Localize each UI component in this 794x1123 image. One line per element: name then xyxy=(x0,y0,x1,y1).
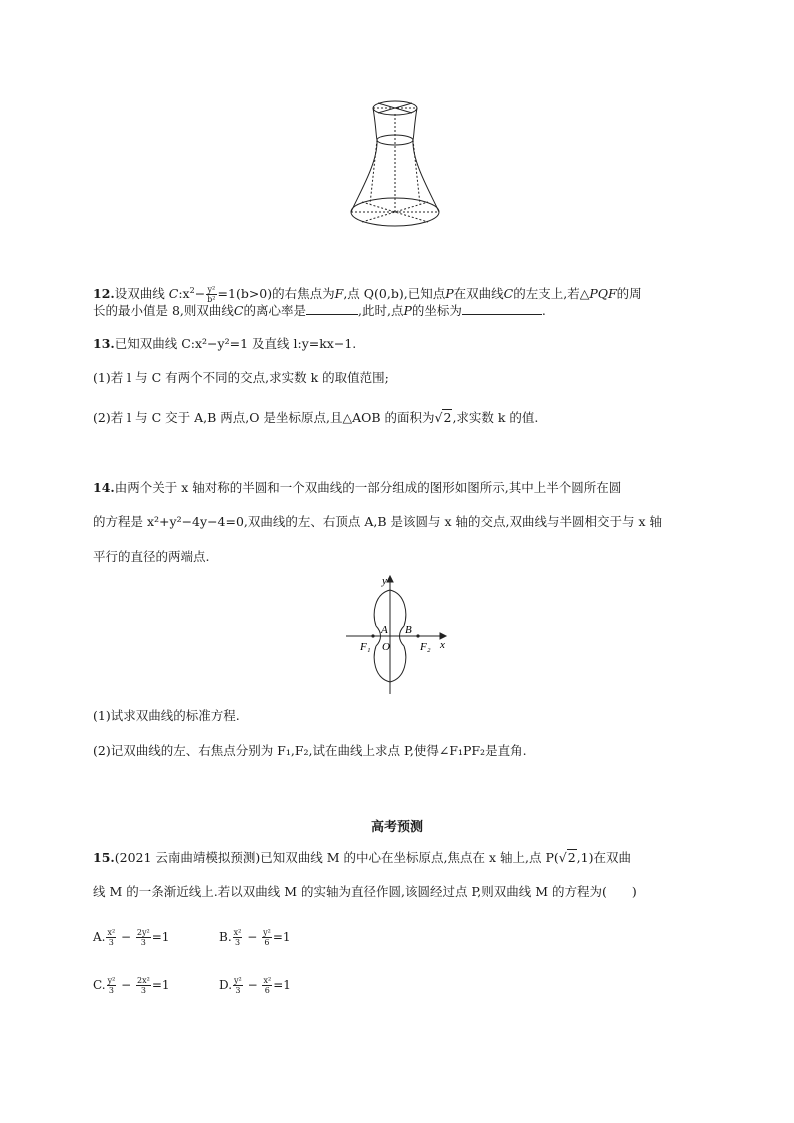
fraction: $\frac{\text{y²}}{\text{b²}}$ xyxy=(207,285,216,304)
question-15-line-2: 线 M 的一条渐近线上.若以双曲线 M 的实轴为直径作圆,该圆经过点 P,则双曲线 M 的方程为( ) xyxy=(93,884,637,899)
hyperboloid-figure xyxy=(340,92,450,232)
text: 设双曲线 xyxy=(114,286,165,301)
origin-label: O xyxy=(382,641,390,653)
condition: (b>0) xyxy=(235,286,273,301)
question-12-line-1: 12.设双曲线 $C:x^2-$ $\frac{\text{y²}}{\text{b²}}$ =1(b>0)的右焦点为F,点 Q(0,b),已知点P在双曲线C的左支上,若△PQF的周 xyxy=(93,285,642,304)
answer-blank[interactable] xyxy=(306,302,358,315)
question-14-line-3: 平行的直径的两端点. xyxy=(93,549,210,564)
question-14-line-1: 14.由两个关于 x 轴对称的半圆和一个双曲线的一部分组成的图形如图所示,其中上半个圆所在圆 xyxy=(93,480,622,495)
focus-f1-label: F₁ xyxy=(360,641,371,653)
section-title: 高考预测 xyxy=(370,820,423,835)
text: :x xyxy=(178,286,190,301)
question-14-line-2: 的方程是 x²+y²−4y−4=0,双曲线的左、右顶点 A,B 是该圆与 x 轴的交点,双曲线与半圆相交于与 x 轴 xyxy=(93,514,662,529)
point-a-label: A xyxy=(381,624,388,636)
option-a[interactable]: A. $\frac{\text{x²}}{3}$ − $\frac{\text{2y²}}{3}$ =1 xyxy=(93,928,170,947)
question-13-line-1: 13.已知双曲线 C:x²−y²=1 及直线 l:y=kx−1. xyxy=(93,336,357,351)
sqrt: √2 xyxy=(558,850,576,865)
y-axis-label: y xyxy=(382,575,387,587)
x-axis-label: x xyxy=(440,639,445,651)
sqrt: √2 xyxy=(434,410,452,425)
curve-name: C xyxy=(168,286,179,301)
answer-blank[interactable] xyxy=(462,302,542,315)
circle-hyperbola-figure xyxy=(342,574,452,698)
question-number: 12. xyxy=(93,286,115,301)
question-13-part-2: (2)若 l 与 C 交于 A,B 两点,O 是坐标原点,且△AOB 的面积为√2,求实数 k 的值. xyxy=(93,410,539,425)
question-13-part-1: (1)若 l 与 C 有两个不同的交点,求实数 k 的取值范围; xyxy=(93,370,389,385)
focus-f2-label: F₂ xyxy=(420,641,431,653)
option-c[interactable]: C. $\frac{\text{y²}}{3}$ − $\frac{\text{2x²}}{3}$ =1 xyxy=(93,976,170,995)
question-12-line-2: 长的最小值是 8,则双曲线C的离心率是 ,此时,点P的坐标为 . xyxy=(93,303,546,318)
question-15-line-1: 15.(2021 云南曲靖模拟预测)已知双曲线 M 的中心在坐标原点,焦点在 x 轴上,点 P(√2,1)在双曲 xyxy=(93,850,631,865)
option-d[interactable]: D. $\frac{\text{y²}}{3}$ − $\frac{\text{x²}}{6}$ =1 xyxy=(219,976,291,995)
option-b[interactable]: B. $\frac{\text{x²}}{3}$ − $\frac{\text{y²}}{6}$ =1 xyxy=(219,928,291,947)
point-b-label: B xyxy=(405,624,412,636)
question-14-part-1: (1)试求双曲线的标准方程. xyxy=(93,708,240,723)
question-14-part-2: (2)记双曲线的左、右焦点分别为 F₁,F₂,试在曲线上求点 P,使得∠F₁PF₂是直角. xyxy=(93,743,527,758)
